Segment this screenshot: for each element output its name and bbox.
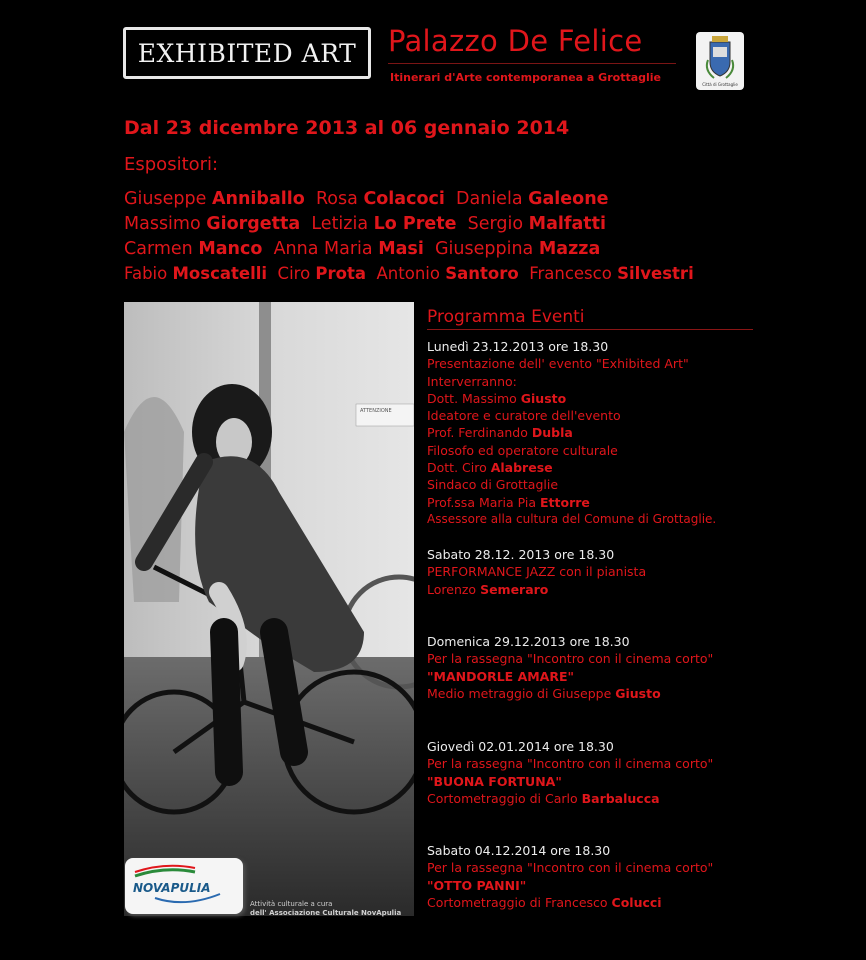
- event-line: Per la rassegna "Incontro con il cinema corto": [427, 756, 714, 772]
- event-dates: Dal 23 dicembre 2013 al 06 gennaio 2014: [124, 117, 570, 139]
- event-heading: Giovedì 02.01.2014 ore 18.30: [427, 739, 614, 754]
- event-line: Dott. Massimo Giusto: [427, 390, 567, 406]
- exhibitor-name: Anna Maria Masi: [273, 239, 424, 259]
- event-block: [427, 738, 713, 807]
- exhibitor-name: Giuseppina Mazza: [434, 239, 601, 259]
- event-block: [427, 842, 713, 911]
- exhibited-art-logo: [123, 27, 371, 79]
- event-line: Lorenzo Semeraro: [427, 581, 549, 597]
- event-line: "BUONA FORTUNA": [427, 773, 562, 789]
- event-heading: Sabato 28.12. 2013 ore 18.30: [427, 547, 615, 562]
- cyclist-photo: [124, 302, 414, 916]
- event-line: Assessore alla cultura del Comune di Grottaglie.: [427, 511, 717, 526]
- exhibitor-name: Letizia Lo Prete: [311, 214, 457, 234]
- exhibitor-name: Sergio Malfatti: [467, 214, 607, 234]
- novapulia-logo: [125, 858, 243, 914]
- city-crest-logo: [696, 32, 744, 90]
- exhibitor-name: Giuseppe Anniballo: [124, 189, 305, 209]
- event-line: Dott. Ciro Alabrese: [427, 460, 553, 476]
- event-heading: Domenica 29.12.2013 ore 18.30: [427, 634, 630, 649]
- event-line: "MANDORLE AMARE": [427, 668, 575, 684]
- event-line: Sindaco di Grottaglie: [427, 477, 559, 493]
- exhibitor-name: Francesco Silvestri: [529, 264, 694, 283]
- exhibitor-row: [124, 189, 609, 209]
- event-line: Medio metraggio di Giuseppe Giusto: [427, 685, 661, 701]
- event-line: Interverranno:: [427, 373, 517, 389]
- venue-subtitle: Itinerari d'Arte contemporanea a Grottaglie: [390, 71, 662, 84]
- event-block: [427, 633, 713, 702]
- event-line: Presentazione dell' evento "Exhibited Art": [427, 356, 689, 372]
- venue-divider: [388, 63, 676, 64]
- novapulia-icon: [125, 858, 243, 914]
- event-line: Prof. Ferdinando Dubla: [427, 425, 573, 441]
- event-line: "OTTO PANNI": [427, 877, 527, 893]
- event-line: Prof.ssa Maria Pia Ettorre: [427, 494, 590, 510]
- event-heading: Lunedì 23.12.2013 ore 18.30: [427, 339, 609, 354]
- exhibitor-row: [124, 264, 694, 283]
- event-line: Cortometraggio di Carlo Barbalucca: [427, 790, 660, 806]
- program-divider: [427, 329, 753, 330]
- credit-line-1: Attività culturale a cura: [250, 900, 333, 908]
- event-line: Per la rassegna "Incontro con il cinema corto": [427, 860, 714, 876]
- credit-line-2: dell' Associazione Culturale NovApulia: [250, 909, 402, 917]
- exhibitor-name: Daniela Galeone: [456, 189, 609, 209]
- event-line: Per la rassegna "Incontro con il cinema corto": [427, 651, 714, 667]
- event-heading: Sabato 04.12.2014 ore 18.30: [427, 843, 611, 858]
- crest-caption: Città di Grottaglie: [702, 82, 738, 87]
- logo-text: EXHIBITED ART: [137, 38, 357, 68]
- event-line: Filosofo ed operatore culturale: [427, 442, 618, 458]
- event-line: Cortometraggio di Francesco Colucci: [427, 894, 662, 910]
- exhibitor-row: [124, 214, 606, 234]
- exhibitor-row: [124, 239, 600, 259]
- exhibitor-name: Rosa Colacoci: [315, 189, 445, 209]
- exhibitor-name: Ciro Prota: [277, 264, 367, 283]
- exhibitor-name: Antonio Santoro: [376, 264, 519, 283]
- program-title: Programma Eventi: [427, 307, 585, 327]
- exhibitor-name: Fabio Moscatelli: [124, 264, 268, 283]
- venue-title: Palazzo De Felice: [388, 24, 643, 58]
- event-block: [427, 546, 646, 598]
- exhibitors-title: Espositori:: [124, 154, 219, 175]
- event-line: Ideatore e curatore dell'evento: [427, 408, 621, 424]
- partner-logo-text: NOVAPULIA: [133, 881, 211, 895]
- event-line: PERFORMANCE JAZZ con il pianista: [427, 564, 647, 580]
- photo-illustration: [124, 302, 414, 916]
- exhibitor-name: Massimo Giorgetta: [124, 214, 301, 234]
- event-block: [427, 338, 716, 528]
- exhibitor-name: Carmen Manco: [124, 239, 263, 259]
- photo-sign-text: ATTENZIONE: [360, 408, 392, 414]
